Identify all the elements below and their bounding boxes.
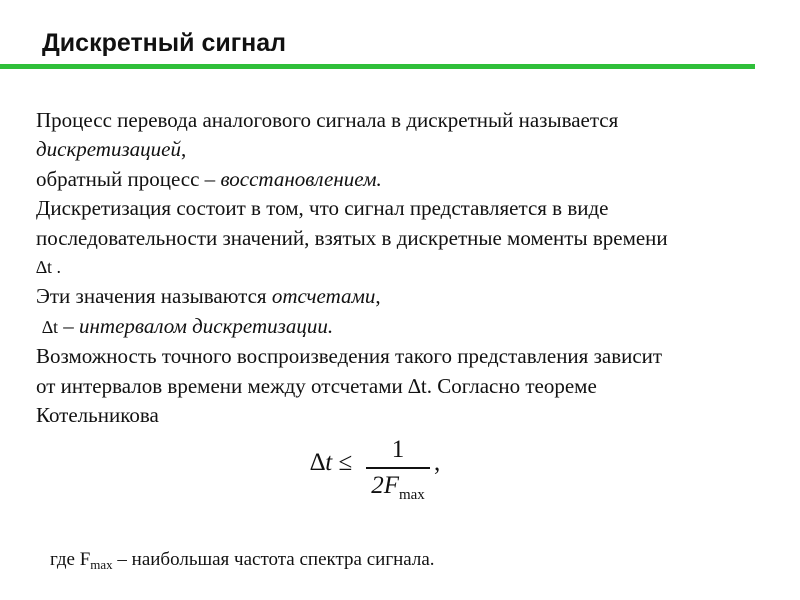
paragraph-4 (36, 282, 776, 311)
formula-lhs (310, 449, 352, 477)
paragraph-6-line3: Котельникова (36, 403, 159, 428)
p1-term: дискретизацией (36, 137, 181, 162)
p5-delta: ∆t (42, 316, 59, 337)
p5-text: – (58, 313, 80, 338)
formula-numerator: 1 (391, 436, 405, 463)
p1-end: , (181, 137, 187, 162)
paragraph-5 (36, 312, 776, 342)
title-divider (0, 64, 755, 69)
p2-term: восстановлением. (220, 166, 382, 191)
main-text (36, 106, 776, 430)
paragraph-6-line2: от интервалов времени между отсчетами ∆t. Согласно теореме (36, 373, 597, 398)
formula-denominator-sub: max (398, 486, 425, 503)
footnote-prefix: где F (50, 549, 91, 570)
formula-delta-t: ∆t (310, 449, 333, 476)
footnote-text: – наибольшая частота спектра сигнала. (112, 549, 435, 570)
formula-fraction (366, 435, 430, 501)
p4-term: отсчетами (271, 284, 376, 309)
slide-title: Дискретный сигнал (42, 29, 287, 57)
paragraph-3-delta: ∆t . (36, 257, 62, 278)
paragraph-1-term (36, 135, 776, 164)
p5-term: интервалом дискретизации. (79, 313, 334, 338)
paragraph-3-line1: Дискретизация состоит в том, что сигнал представляется в виде (36, 196, 609, 221)
footnote (50, 549, 435, 573)
paragraph-1 (36, 106, 776, 135)
formula-comma: , (434, 449, 441, 476)
p4-end: , (375, 284, 381, 309)
p2-text: обратный процесс – (36, 166, 221, 191)
p1-text: Процесс перевода аналогового сигнала в дискретный называется (36, 108, 619, 132)
footnote-sub: max (90, 557, 113, 572)
formula-denominator-main: 2F (371, 471, 399, 499)
paragraph-6-line1: Возможность точного воспроизведения такого представления зависит (36, 344, 663, 369)
formula-denominator (366, 471, 430, 501)
formula-relation: ≤ (338, 449, 353, 476)
paragraph-2 (36, 165, 776, 194)
p4-text: Эти значения называются (36, 284, 272, 309)
paragraph-3-line2: последовательности значений, взятых в дискретные моменты времени (36, 225, 668, 250)
fraction-bar (366, 467, 430, 469)
